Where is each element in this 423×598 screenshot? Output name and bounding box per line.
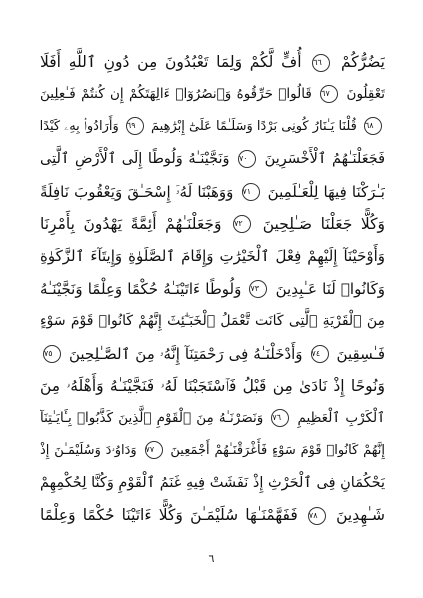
verse-text: إِنَّهُمْ كَانُوا۟ قَوْمَ سَوْءٍ فَأَغْرَقْنَـٰهُمْ أَجْمَعِينَ xyxy=(170,442,385,458)
verse-text: بَـٰرَكْنَا فِيهَا لِلْعَـٰلَمِينَ xyxy=(267,182,385,201)
text-line xyxy=(40,273,385,305)
verse-number-marker: ٧٥ xyxy=(43,345,61,363)
verse-text: وَجَعَلْنَـٰهُمْ أَئِمَّةً يَهْدُونَ بِأَمْرِنَا xyxy=(40,214,222,233)
verse-text: وَأَوْحَيْنَآ إِلَيْهِمْ فِعْلَ ٱلْخَيْرَٰتِ وَإِقَامَ ٱلصَّلَوٰةِ وَإِيتَآءَ ٱلزَّكَوٰةِ xyxy=(40,247,385,266)
verse-text: فَجَعَلْنَـٰهُمُ ٱلْأَخْسَرِينَ xyxy=(264,151,385,168)
text-line xyxy=(40,111,385,143)
verse-number-marker: ٧٨ xyxy=(308,507,326,525)
verse-text: ٱلْكَرْبِ ٱلْعَظِيمِ xyxy=(297,410,385,427)
verse-text: مِنَ ٱلْقَرْيَةِ ٱلَّتِى كَانَت تَّعْمَلُ ٱلْخَبَـٰٓئِثَ إِنَّهُمْ كَانُوا۟ قَوْمَ سَوْءٍ xyxy=(40,313,385,330)
verse-number-marker: ٧٤ xyxy=(311,345,329,363)
verse-text: وَكَانُوا۟ لَنَا عَـٰبِدِينَ xyxy=(275,279,385,298)
verse-text: فَـٰسِقِينَ xyxy=(336,344,385,363)
verse-text: وَدَاوُۥدَ وَسُلَيْمَـٰنَ إِذْ xyxy=(40,442,137,458)
verse-text: أُفٍّ لَّكُمْ وَلِمَا تَعْبُدُونَ مِن دُونِ ٱللَّهِ أَفَلَا xyxy=(40,53,302,71)
text-line xyxy=(40,467,385,499)
text-line xyxy=(40,499,385,531)
text-line xyxy=(40,143,385,175)
text-line xyxy=(40,78,385,110)
verse-text: وَوَهَبْنَا لَهُۥٓ إِسْحَـٰقَ وَيَعْقُوبَ نَافِلَةً xyxy=(40,182,234,201)
verse-number-marker: ٧٢ xyxy=(233,215,251,233)
text-line xyxy=(40,240,385,272)
text-line xyxy=(40,208,385,240)
verse-text: وَكُلًّا جَعَلْنَا صَـٰلِحِينَ xyxy=(262,214,385,233)
verse-text: وَلُوطًا ءَاتَيْنَـٰهُ حُكْمًا وَعِلْمًا وَنَجَّيْنَـٰهُ xyxy=(40,279,242,298)
verse-text: قُلْنَا يَـٰنَارُ كُونِى بَرْدًا وَسَلَـٰمًا عَلَىٰٓ إِبْرَٰهِيمَ xyxy=(151,118,357,134)
verse-number-marker: ٦٧ xyxy=(320,85,338,103)
text-line xyxy=(40,338,385,370)
verse-number-marker: ٧٧ xyxy=(145,441,163,459)
text-line xyxy=(40,176,385,208)
verse-text: فَفَهَّمْنَـٰهَا سُلَيْمَـٰنَ وَكُلًّا ءَاتَيْنَا حُكْمًا وَعِلْمًا xyxy=(40,506,298,525)
verse-number-marker: ٧١ xyxy=(242,183,260,201)
verse-text: وَنَجَّيْنَـٰهُ وَلُوطًا إِلَى ٱلْأَرْضِ ٱلَّتِى xyxy=(40,151,230,168)
verse-number-marker: ٧٦ xyxy=(271,409,289,427)
verse-text: وَنُوحًا إِذْ نَادَىٰ مِن قَبْلُ فَٱسْتَجَبْنَا لَهُۥ فَنَجَّيْنَـٰهُ وَأَهْلَهُۥ مِنَ xyxy=(40,376,385,395)
verse-text: شَـٰهِدِينَ xyxy=(336,506,385,525)
verse-number-marker: ٦٨ xyxy=(364,117,382,135)
verse-text: وَأَرَادُوا۟ بِهِۦ كَيْدًا xyxy=(40,118,119,134)
verse-number-marker: ٧٣ xyxy=(249,280,267,298)
verse-text: وَنَصَرْنَـٰهُ مِنَ ٱلْقَوْمِ ٱلَّذِينَ كَذَّبُوا۟ بِـَٔايَـٰتِنَآ xyxy=(40,410,264,427)
verse-number-marker: ٦٦ xyxy=(312,54,330,72)
quran-text-block xyxy=(40,46,385,532)
text-line xyxy=(40,370,385,402)
text-line xyxy=(40,435,385,467)
page-number: ٦ xyxy=(208,552,215,565)
verse-text: قَالُوا۟ حَرِّقُوهُ وَٱنصُرُوٓا۟ ءَالِهَتَكُمْ إِن كُنتُمْ فَـٰعِلِينَ xyxy=(40,86,312,103)
text-line xyxy=(40,46,385,78)
verse-number-marker: ٦٩ xyxy=(126,117,144,135)
verse-number-marker: ٧٠ xyxy=(238,150,256,168)
verse-text: يَحْكُمَانِ فِى ٱلْحَرْثِ إِذْ نَفَشَتْ فِيهِ غَنَمُ ٱلْقَوْمِ وَكُنَّا لِحُكْمِهِمْ xyxy=(40,475,385,492)
verse-text: وَأَدْخَلْنَـٰهُ فِى رَحْمَتِنَآ إِنَّهُۥ مِنَ ٱلصَّـٰلِحِينَ xyxy=(68,344,303,363)
verse-text: تَعْقِلُونَ xyxy=(346,86,385,103)
text-line xyxy=(40,305,385,337)
text-line xyxy=(40,402,385,434)
verse-text: يَضُرُّكُمْ xyxy=(340,53,385,71)
